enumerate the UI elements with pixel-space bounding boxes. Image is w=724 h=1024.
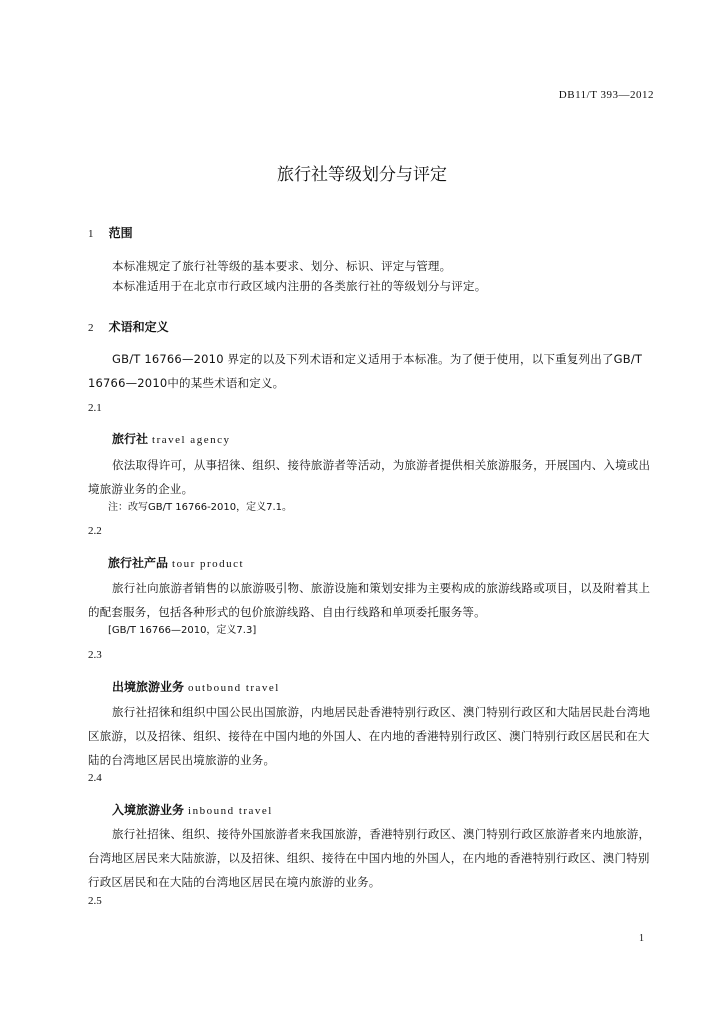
clause-2-2-number: 2.2 (88, 525, 102, 537)
section-2-heading (88, 316, 169, 335)
clause-2-1-number: 2.1 (88, 402, 102, 414)
clause-2-1-note: 注：改写GB/T 16766-2010，定义7.1。 (108, 502, 293, 513)
clause-2-1-term (112, 428, 230, 447)
term-en: inbound travel (188, 805, 273, 817)
term-zh: 旅行社产品 (108, 556, 169, 570)
section-1-heading (88, 222, 133, 241)
document-code: DB11/T 393—2012 (558, 89, 654, 101)
clause-2-2-note: [GB/T 16766—2010，定义7.3] (108, 625, 257, 636)
clause-2-3-number: 2.3 (88, 649, 102, 661)
clause-2-3-definition: 旅行社招徕和组织中国公民出国旅游，内地居民赴香港特别行政区、澳门特别行政区和大陆居民赴台湾地区旅游，以及招徕、组织、接待在中国内地的外国人、在内地的香港特别行政区、澳门特别行政区居民和在大陆的台湾地区居民出境旅游的业务。 (88, 705, 651, 767)
section-title: 范围 (108, 226, 133, 240)
term-zh: 旅行社 (112, 432, 149, 446)
section-2-paragraph: GB/T 16766—2010 界定的以及下列术语和定义适用于本标准。为了便于使用，以下重复列出了GB/T 16766—2010中的某些术语和定义。 (88, 352, 643, 390)
section-1-paragraph-1: 本标准规定了旅行社等级的基本要求、划分、标识、评定与管理。 (112, 259, 452, 273)
section-title: 术语和定义 (108, 320, 169, 334)
term-en: tour product (172, 558, 245, 570)
term-en: travel agency (152, 434, 231, 446)
section-number: 1 (88, 228, 94, 240)
clause-2-4-term (112, 799, 273, 818)
clause-2-4-definition: 旅行社招徕、组织、接待外国旅游者来我国旅游，香港特别行政区、澳门特别行政区旅游者来内地旅游，台湾地区居民来大陆旅游，以及招徕、组织、接待在中国内地的外国人，在内地的香港特别行政区、澳门特别行政区居民和在大陆的台湾地区居民在境内旅游的业务。 (88, 827, 651, 889)
clause-2-4-number: 2.4 (88, 772, 102, 784)
clause-2-2-term (108, 552, 244, 571)
term-en: outbound travel (188, 682, 280, 694)
clause-2-3-term (112, 676, 280, 695)
clause-2-5-number: 2.5 (88, 895, 102, 907)
term-zh: 出境旅游业务 (112, 680, 185, 694)
clause-2-2-definition: 旅行社向旅游者销售的以旅游吸引物、旅游设施和策划安排为主要构成的旅游线路或项目，以及附着其上的配套服务，包括各种形式的包价旅游线路、自由行线路和单项委托服务等。 (88, 581, 651, 619)
section-number: 2 (88, 322, 94, 334)
clause-2-1-definition: 依法取得许可，从事招徕、组织、接待旅游者等活动，为旅游者提供相关旅游服务，开展国内、入境或出境旅游业务的企业。 (88, 458, 651, 496)
term-zh: 入境旅游业务 (112, 803, 185, 817)
section-1-paragraph-2: 本标准适用于在北京市行政区域内注册的各类旅行社的等级划分与评定。 (112, 279, 487, 293)
document-title: 旅行社等级划分与评定 (277, 165, 447, 185)
page-number: 1 (639, 933, 644, 944)
